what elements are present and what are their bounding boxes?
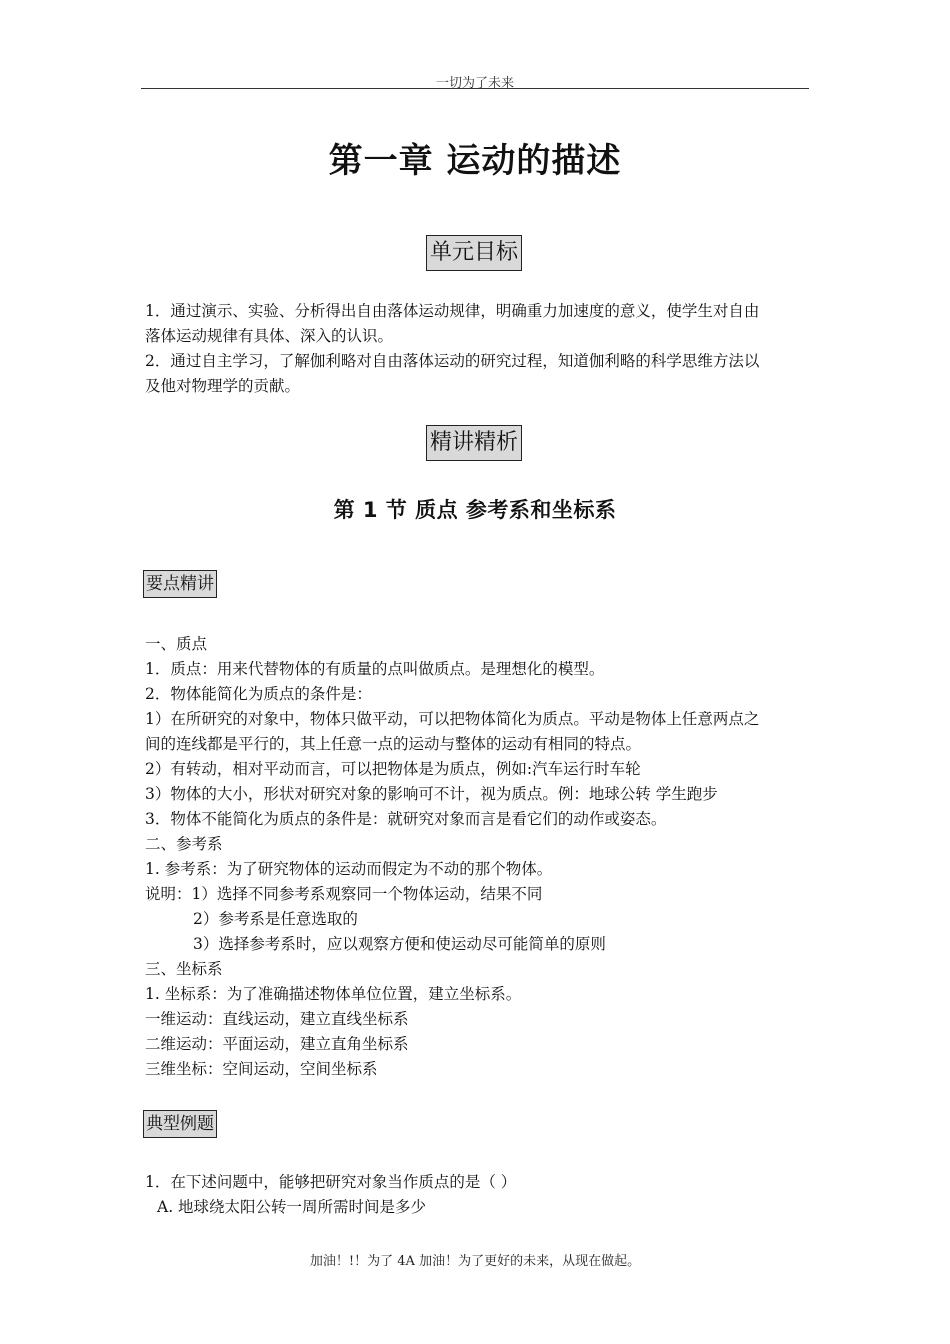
key-point-line: 1. 坐标系：为了准确描述物体单位位置，建立坐标系。 (145, 985, 522, 1003)
section-title: 第 1 节 质点 参考系和坐标系 (333, 498, 617, 522)
key-point-line: 3）物体的大小，形状对研究对象的影响可不计，视为质点。例：地球公转 学生跑步 (145, 785, 718, 803)
unit-goals-text (145, 299, 813, 399)
unit-goals-heading: 单元目标 (426, 235, 522, 271)
unit-goals-line: 2．通过自主学习，了解伽利略对自由落体运动的研究过程，知道伽利略的科学思维方法以 (145, 352, 760, 370)
key-point-line: 3．物体不能简化为质点的条件是：就研究对象而言是看它们的动作或姿态。 (145, 810, 667, 828)
key-point-line: 一、质点 (145, 635, 208, 653)
key-point-line: 三维坐标：空间运动，空间坐标系 (145, 1060, 378, 1078)
unit-goals-line: 落体运动规律有具体、深入的认识。 (145, 327, 394, 345)
key-point-line: 二维运动：平面运动，建立直角坐标系 (145, 1035, 409, 1053)
unit-goals-line: 及他对物理学的贡献。 (145, 377, 301, 395)
key-point-line: 1．质点：用来代替物体的有质量的点叫做质点。是理想化的模型。 (145, 660, 605, 678)
page-footer: 加油！!！为了 4A 加油！为了更好的未来，从现在做起。 (309, 1254, 641, 1269)
header-rule (141, 88, 809, 89)
unit-goals-line: 1．通过演示、实验、分析得出自由落体运动规律，明确重力加速度的意义，使学生对自由 (145, 302, 760, 320)
key-point-line: 2）有转动，相对平动而言，可以把物体是为质点，例如:汽车运行时车轮 (145, 760, 641, 778)
example-option-a: A. 地球绕太阳公转一周所需时间是多少 (157, 1198, 427, 1216)
chapter-title: 第一章 运动的描述 (328, 141, 622, 181)
key-point-line: 二、参考系 (145, 835, 223, 853)
key-points-text (145, 632, 813, 1082)
key-point-line: 1. 参考系：为了研究物体的运动而假定为不动的那个物体。 (145, 860, 553, 878)
key-point-line: 3）选择参考系时，应以观察方便和使运动尽可能简单的原则 (193, 935, 606, 953)
key-point-line: 2）参考系是任意选取的 (193, 910, 358, 928)
key-point-line: 2．物体能简化为质点的条件是： (145, 685, 372, 703)
page-header: 一切为了未来 (435, 76, 514, 91)
analysis-heading: 精讲精析 (426, 425, 522, 461)
key-point-line: 间的连线都是平行的，其上任意一点的运动与整体的运动有相同的特点。 (145, 735, 642, 753)
examples-heading: 典型例题 (143, 1110, 217, 1138)
key-points-heading: 要点精讲 (143, 570, 217, 598)
key-point-line: 一维运动：直线运动，建立直线坐标系 (145, 1010, 409, 1028)
key-point-line: 说明：1）选择不同参考系观察同一个物体运动，结果不同 (145, 885, 543, 903)
key-point-line: 1）在所研究的对象中，物体只做平动，可以把物体简化为质点。平动是物体上任意两点之 (145, 710, 760, 728)
example-question: 1．在下述问题中，能够把研究对象当作质点的是（ ） (145, 1173, 517, 1191)
key-point-line: 三、坐标系 (145, 960, 223, 978)
examples-text (145, 1170, 813, 1220)
